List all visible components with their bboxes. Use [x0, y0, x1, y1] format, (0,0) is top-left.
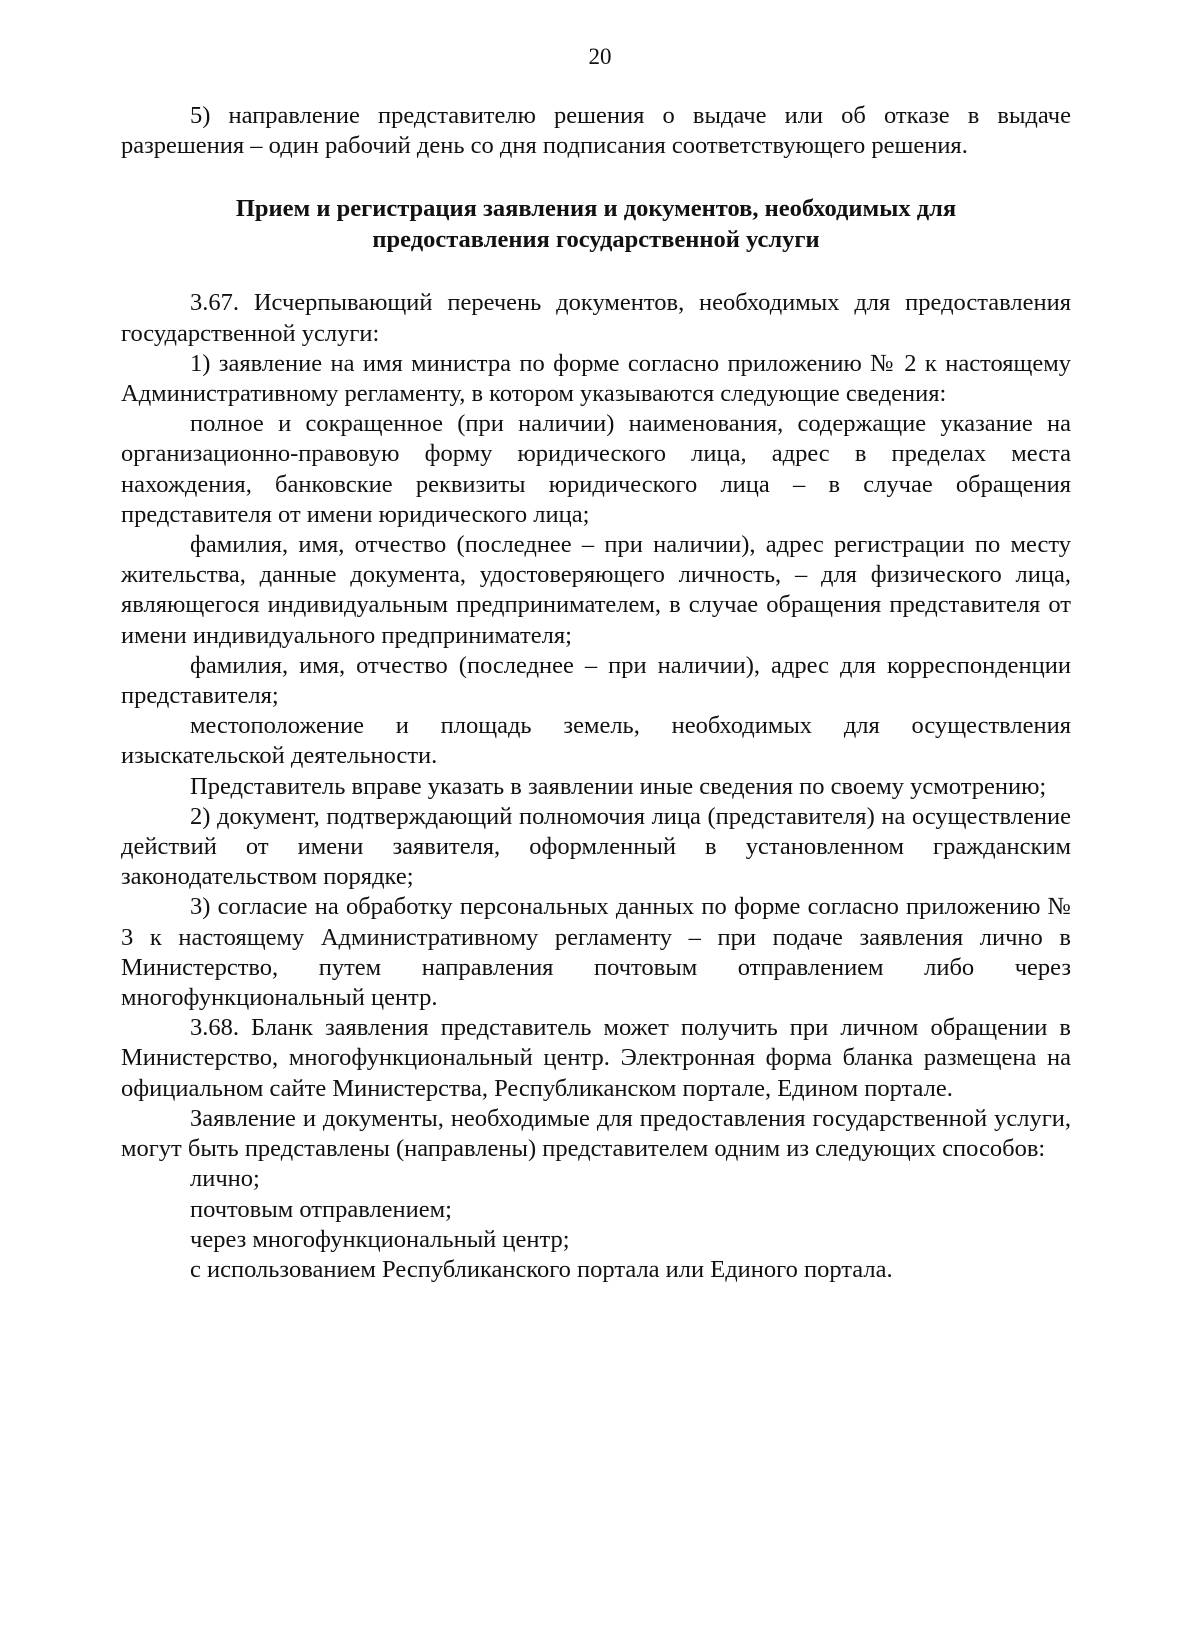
paragraph-land-location: местоположение и площадь земель, необходимых для осуществления изыскательской деятельности.	[121, 712, 1071, 770]
paragraph-legal-entity-name: полное и сокращенное (при наличии) наименования, содержащие указание на организационно-правовую форму юридического лица, адрес в пределах места нахождения, банковские реквизиты юридического лица – в случае обращения представителя от имени юридического лица;	[121, 410, 1071, 528]
document-body	[121, 101, 1071, 1285]
section-heading-line-2: предоставления государственной услуги	[372, 226, 820, 254]
list-item-portal: с использованием Республиканского портала или Единого портала.	[190, 1255, 893, 1283]
paragraph-3-67: 3.67. Исчерпывающий перечень документов, необходимых для предоставления государственной услуги:	[121, 289, 1071, 347]
paragraph-entrepreneur-details: фамилия, имя, отчество (последнее – при наличии), адрес регистрации по месту жительства, данные документа, удостоверяющего личность, – для физического лица, являющегося индивидуальным предпринимателем, в случае обращения представителя от имени индивидуального предпринимателя;	[121, 531, 1071, 649]
paragraph-submission-methods: Заявление и документы, необходимые для предоставления государственной услуги, могут быть представлены (направлены) представителем одним из следующих способов:	[121, 1104, 1071, 1163]
list-item-by-mail: почтовым отправлением;	[190, 1195, 452, 1223]
section-heading-line-1: Прием и регистрация заявления и документов, необходимых для	[235, 195, 957, 223]
paragraph-item-5: 5) направление представителю решения о выдаче или об отказе в выдаче разрешения – один рабочий день со дня подписания соответствующего решения.	[121, 102, 1071, 160]
paragraph-item-2-authority-document: 2) документ, подтверждающий полномочия лица (представителя) на осуществление действий от имени заявителя, оформленный в установленном гражданским законодательством порядке;	[121, 802, 1071, 891]
list-item-in-person: лично;	[190, 1165, 260, 1193]
section-heading	[121, 193, 1071, 255]
page-number: 20	[588, 44, 612, 69]
paragraph-item-3-personal-data-consent: 3) согласие на обработку персональных данных по форме согласно приложению № 3 к настоящему Административному регламенту – при подаче заявления лично в Министерство, путем направления почтовым отправлением либо через многофункциональный центр.	[121, 893, 1071, 1012]
list-item-mfc: через многофункциональный центр;	[190, 1225, 570, 1253]
paragraph-3-68: 3.68. Бланк заявления представитель может получить при личном обращении в Министерство, многофункциональный центр. Электронная форма бланка размещена на официальном сайте Министерства, Республиканском портале, Едином портале.	[121, 1014, 1071, 1102]
paragraph-other-info: Представитель вправе указать в заявлении иные сведения по своему усмотрению;	[190, 772, 1047, 800]
paragraph-representative-details: фамилия, имя, отчество (последнее – при наличии), адрес для корреспонденции представителя;	[121, 651, 1071, 710]
paragraph-item-1-application: 1) заявление на имя министра по форме согласно приложению № 2 к настоящему Административному регламенту, в котором указываются следующие сведения:	[121, 349, 1071, 408]
